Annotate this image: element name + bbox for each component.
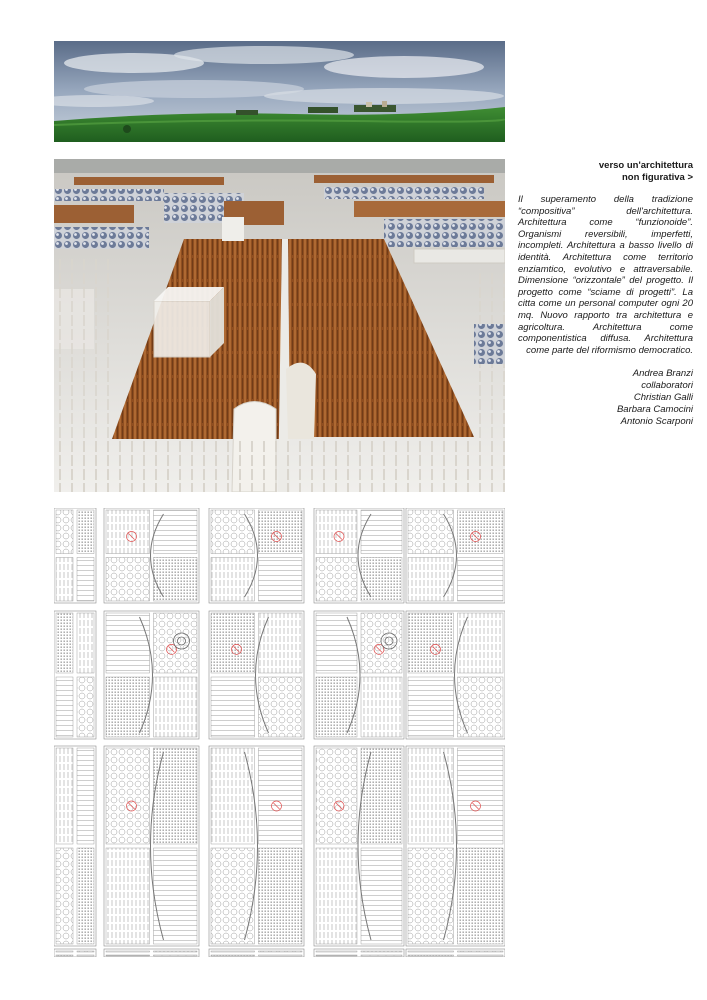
- text-column: [518, 160, 693, 427]
- collaborator-name: Barbara Camocini: [616, 403, 693, 415]
- model-photo: [54, 159, 505, 492]
- heading-line-1: verso un'architettura: [598, 160, 693, 171]
- section-heading: [518, 160, 693, 183]
- collaborator-name: Christian Galli: [633, 391, 693, 403]
- collaborator-name: Antonio Scarponi: [620, 415, 693, 427]
- credits: [518, 368, 693, 427]
- site-plan-drawing: [54, 508, 505, 957]
- author-name: Andrea Branzi: [632, 368, 693, 380]
- manifesto-text: Il superamento della tradizione “compositiva” dell'architettura. Architettura come “funzionoide”. Organismi reversibili, imperfetti, incompleti. Architettura a basso livello di identità. Architettura come territorio enziamtico, evolutivo e attraversabile. Dimensione “orizzontale” del progetto. Il progetto come “sciame di progetti”. La citta come un personal computer ogni 20 mq. Nuovo rapporto tra architettura e agricoltura. Architettura come componentistica diffusa. Architettura come parte del riformismo democratico.: [518, 194, 693, 356]
- collaborators-label: collaboratori: [641, 380, 693, 392]
- landscape-photo: [54, 41, 505, 142]
- heading-line-2: non figurativa >: [622, 171, 693, 183]
